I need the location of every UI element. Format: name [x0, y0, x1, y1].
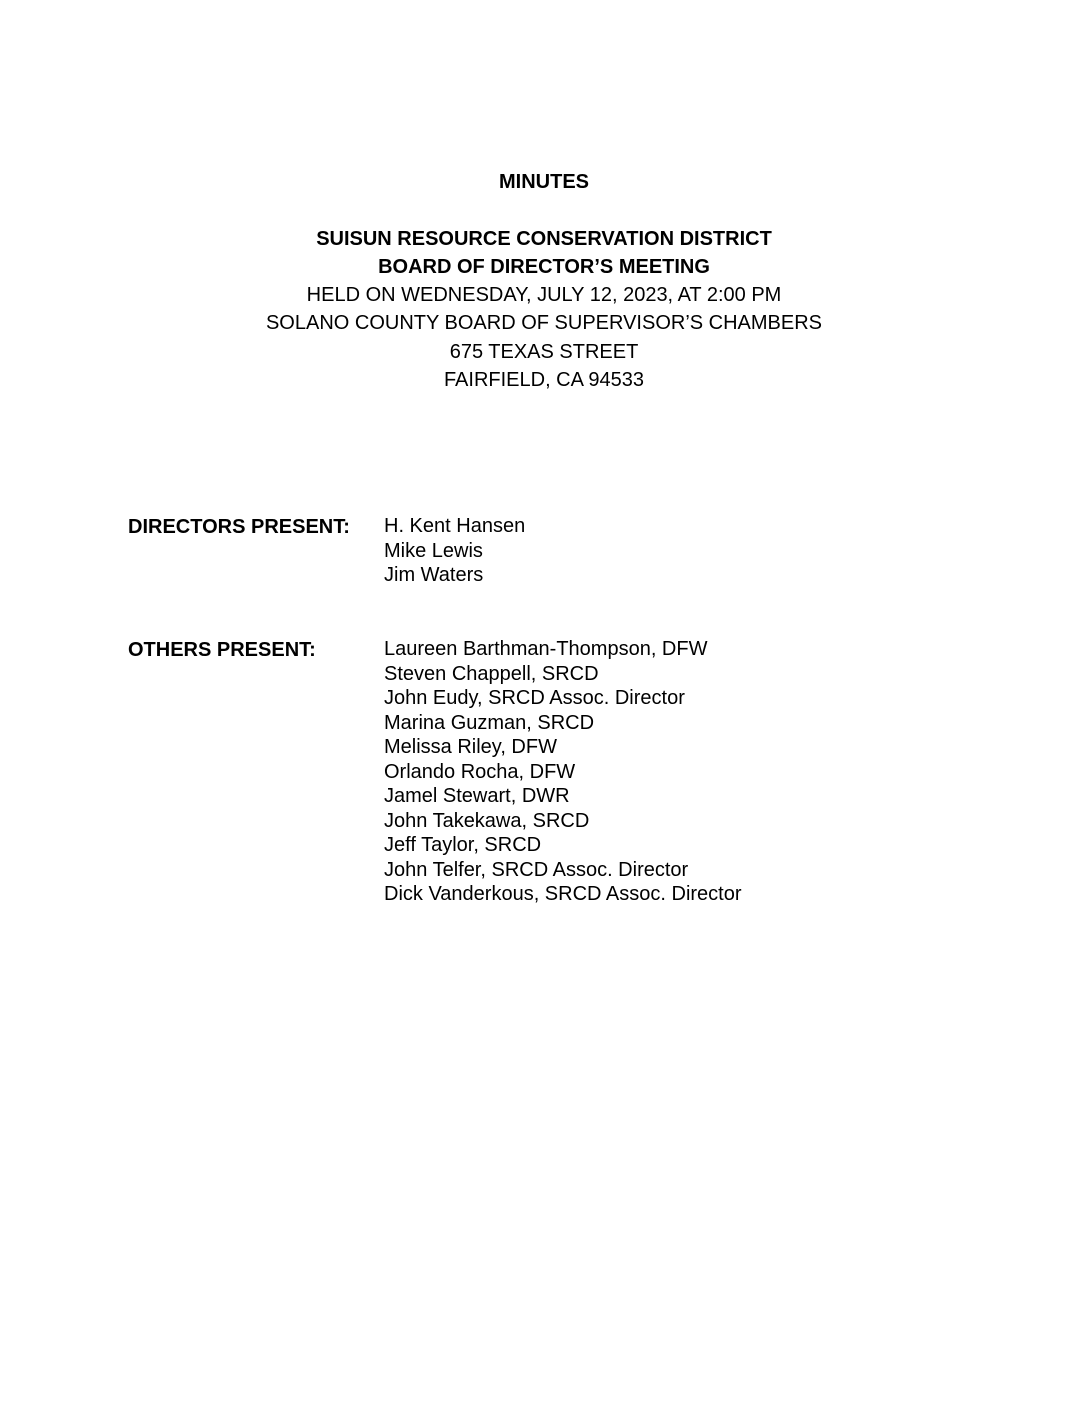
location-city: FAIRFIELD, CA 94533	[443, 369, 645, 391]
meeting-date: HELD ON WEDNESDAY, JULY 12, 2023, AT 2:00 PM	[306, 284, 782, 306]
list-item: H. Kent Hansen	[384, 515, 526, 537]
list-item: John Takekawa, SRCD	[384, 809, 590, 832]
list-item: Jamel Stewart, DWR	[384, 785, 570, 807]
location-street: 675 TEXAS STREET	[449, 341, 639, 363]
organization-name: SUISUN RESOURCE CONSERVATION DISTRICT	[316, 228, 772, 250]
directors-present-list	[384, 514, 525, 588]
list-item: Jeff Taylor, SRCD	[384, 834, 542, 856]
document-title: MINUTES	[499, 171, 589, 193]
list-item: Mike Lewis	[384, 539, 483, 562]
list-item: Melissa Riley, DFW	[384, 736, 557, 758]
list-item: Marina Guzman, SRCD	[384, 711, 595, 734]
list-item: Dick Vanderkous, SRCD Assoc. Director	[384, 883, 742, 905]
list-item: Steven Chappell, SRCD	[384, 662, 599, 685]
list-item: Jim Waters	[384, 564, 484, 586]
list-item: Laureen Barthman-Thompson, DFW	[384, 638, 708, 660]
others-present-label: OTHERS PRESENT:	[128, 639, 316, 661]
others-present-list	[384, 637, 742, 907]
meeting-location: SOLANO COUNTY BOARD OF SUPERVISOR’S CHAMBERS	[265, 312, 823, 334]
list-item: John Telfer, SRCD Assoc. Director	[384, 858, 689, 881]
directors-present-label: DIRECTORS PRESENT:	[128, 516, 350, 538]
list-item: Orlando Rocha, DFW	[384, 760, 576, 783]
list-item: John Eudy, SRCD Assoc. Director	[384, 687, 685, 709]
meeting-name: BOARD OF DIRECTOR’S MEETING	[378, 256, 710, 278]
